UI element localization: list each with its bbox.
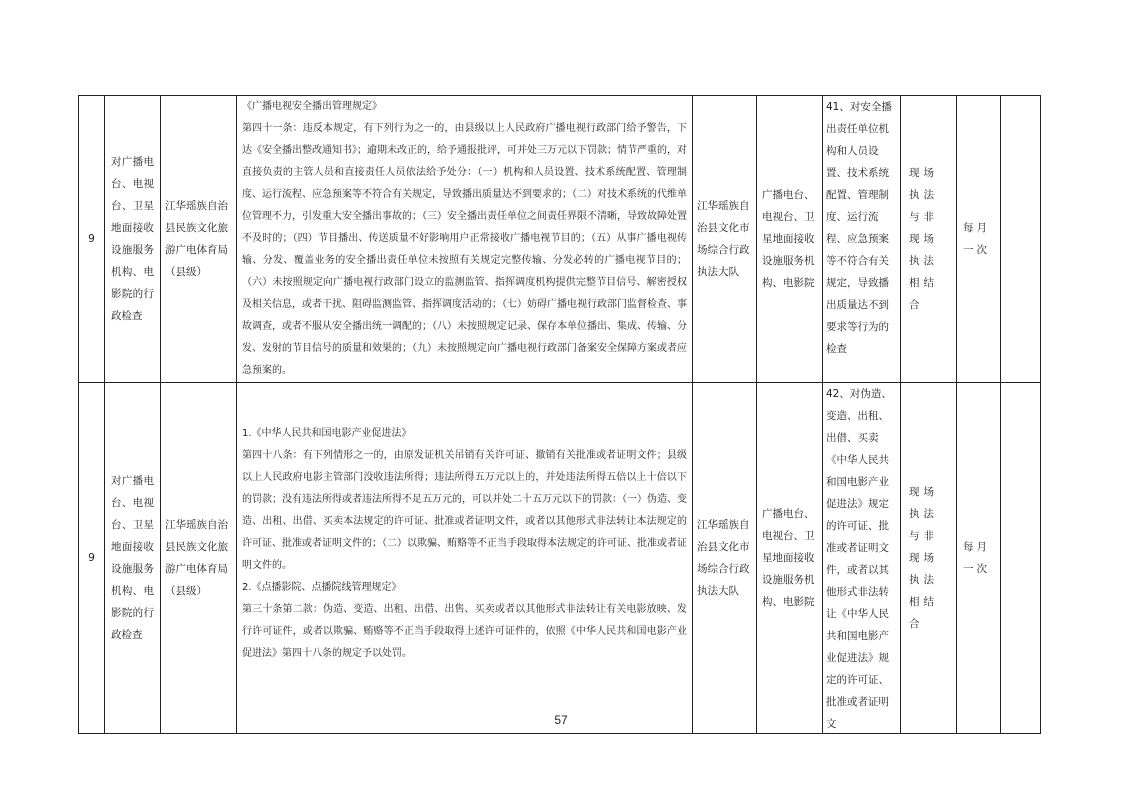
basis-title: 2.《点播影院、点播院线管理规定》 xyxy=(242,582,402,593)
inspection-department: 江华瑶族自治县民族文化旅游广电体育局（县级） xyxy=(161,96,237,383)
inspection-method: 现场执法与非现场执法相结合 xyxy=(901,383,957,734)
inspection-frequency: 每月一次 xyxy=(957,96,1001,383)
inspection-object: 广播电台、电视台、卫星地面接收设施服务机构、电影院 xyxy=(757,383,823,734)
basis-text: 第四十一条：违反本规定，有下列行为之一的，由县级以上人民政府广播电视行政部门给予警告，下达《安全播出整改通知书》；逾期未改正的，给予通报批评，可并处三万元以下罚款；情节严重的，对直接负责的主管人员和直接责任人员依法给予处分：（一）机构和人员设置、技术系统配置、管理制度、运行流程、应急预案等不符合有关规定，导致播出质量达不到要求的；（二）对技术系统的代维单位管理不力，引发重大安全播出事故的；（三）安全播出责任单位之间责任界限不清晰，导致故障处置不及时的；（四）节目播出、传送质量不好影响用户正常接收广播电视节目的；（五）从事广播电视传输、分发、覆盖业务的安全播出责任单位未按照有关规定完整传输、分发必转的广播电视节目的；（六）未按照规定向广播电视行政部门设立的监测监管、指挥调度机构提供完整节目信号、解密授权及相关信息，或者干扰、阻碍监测监管、指挥调度活动的；（七）妨碍广播电视行政部门监督检查、事故调查，或者不服从安全播出统一调配的；（八）未按照规定记录、保存本单位播出、集成、传输、分发、发射的节目信号的质量和效果的；（九）未按照规定向广播电视行政部门备案安全保障方案或者应急预案的。 xyxy=(242,123,687,376)
page-number: 57 xyxy=(554,713,568,727)
inspection-object: 广播电台、电视台、卫星地面接收设施服务机构、电影院 xyxy=(757,96,823,383)
inspection-matter-text: 42、对伪造、变造、出租、出借、买卖《中华人民共和国电影产业促进法》规定的许可证、批准或者证明文件，或者以其他形式非法转让《中华人民共和国电影产业促进法》规定的许可证、批准或者证明文 xyxy=(826,388,892,730)
basis-title: 《广播电视安全播出管理规定》 xyxy=(242,101,382,112)
remarks-cell xyxy=(1001,383,1041,734)
legal-basis xyxy=(237,383,693,734)
inspection-item: 对广播电台、电视台、卫星地面接收设施服务机构、电影院的行政检查 xyxy=(105,96,161,383)
row-number: 9 xyxy=(79,96,105,383)
inspection-matter xyxy=(823,383,901,734)
table-row xyxy=(79,96,1041,383)
legal-basis xyxy=(237,96,693,383)
inspection-matter: 41、对安全播出责任单位机构和人员设置、技术系统配置、管理制度、运行流程、应急预案等不符合有关规定，导致播出质量达不到要求等行为的检查 xyxy=(823,96,901,383)
inspection-method: 现场执法与非现场执法相结合 xyxy=(901,96,957,383)
basis-title: 1.《中华人民共和国电影产业促进法》 xyxy=(242,428,412,439)
enforcement-body: 江华瑶族自治县文化市场综合行政执法大队 xyxy=(693,96,757,383)
row-number: 9 xyxy=(79,383,105,734)
inspection-item: 对广播电台、电视台、卫星地面接收设施服务机构、电影院的行政检查 xyxy=(105,383,161,734)
remarks-cell xyxy=(1001,96,1041,383)
basis-text: 第三十条第二款：伪造、变造、出租、出借、出售、买卖或者以其他形式非法转让有关电影放映、发行许可证件，或者以欺骗、贿赂等不正当手段取得上述许可证件的，依照《中华人民共和国电影产业促进法》第四十八条的规定予以处罚。 xyxy=(242,604,687,659)
inspection-frequency: 每月一次 xyxy=(957,383,1001,734)
basis-text: 第四十八条：有下列情形之一的，由原发证机关吊销有关许可证、撤销有关批准或者证明文件；县级以上人民政府电影主管部门没收违法所得；违法所得五万元以上的，并处违法所得五倍以上十倍以下的罚款；没有违法所得或者违法所得不足五万元的，可以并处二十五万元以下的罚款：（一）伪造、变造、出租、出借、买卖本法规定的许可证、批准或者证明文件，或者以其他形式非法转让本法规定的许可证、批准或者证明文件的；（二）以欺骗、贿赂等不正当手段取得本法规定的许可证、批准或者证明文件的。 xyxy=(242,450,687,571)
table-row xyxy=(79,383,1041,734)
inspection-department: 江华瑶族自治县民族文化旅游广电体育局（县级） xyxy=(161,383,237,734)
enforcement-body: 江华瑶族自治县文化市场综合行政执法大队 xyxy=(693,383,757,734)
inspection-table xyxy=(78,95,1041,734)
